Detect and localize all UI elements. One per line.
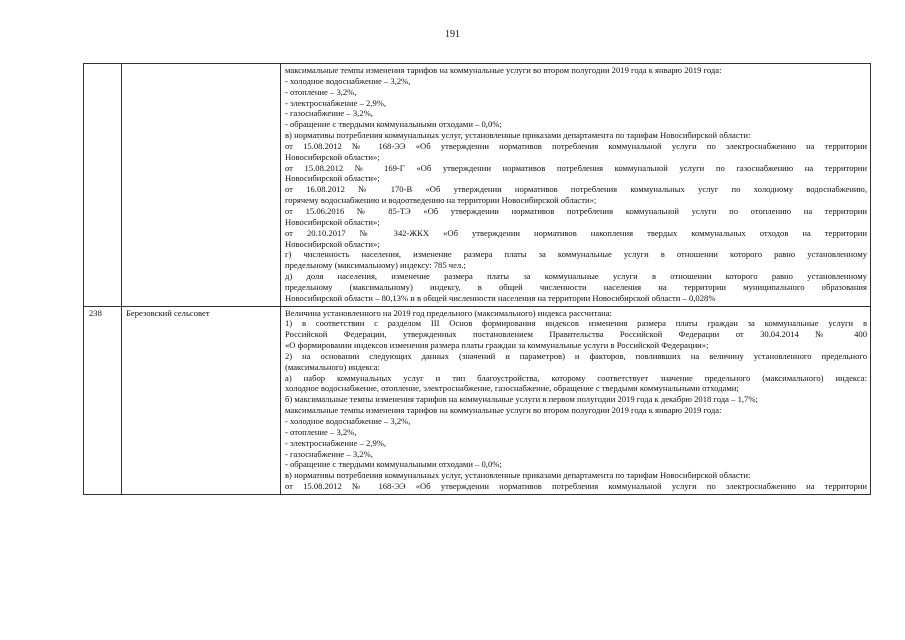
text-line: Новосибирской области»; [285, 151, 380, 162]
text-line: Новосибирской области»; [285, 173, 380, 184]
text-line: - газоснабжение – 3,2%, [285, 108, 373, 119]
text-line: (максимального) индекса: [285, 361, 380, 372]
text-line: Величина установленного на 2019 год предельного (максимального) индекса рассчитана: [285, 307, 612, 318]
document-table-body [84, 64, 871, 495]
text-line: - холодное водоснабжение – 3,2%, [285, 416, 411, 426]
text-line: - электроснабжение – 2,9%, [285, 437, 387, 448]
text-line: Новосибирской области»; [285, 216, 380, 227]
description-cell [281, 64, 871, 307]
text-line: б) максимальные темпы изменения тарифов на коммунальные услуги в первом полугодии 2019 года к декабрю 2018 года – 1,7%; [285, 394, 758, 405]
text-line: от 15.08.2012 № 168-ЭЭ «Об утверждении нормативов потребления коммунальной услуги по электроснабжению на территории [285, 140, 867, 151]
text-line: Новосибирской области – 80,13% и в общей численности населения на территории Новосибирской области – 0,028% [285, 292, 716, 303]
text-line: от 15.08.2012 № 168-ЭЭ «Об утверждении нормативов потребления коммунальной услуги по электроснабжению на территории [285, 481, 867, 492]
row-number-cell [84, 306, 122, 494]
text-line: - газоснабжение – 3,2%, [285, 448, 373, 459]
text-line: от 20.10.2017 № 342-ЖКХ «Об утверждении нормативов накопления твердых коммунальных отходов на территории [285, 227, 867, 238]
municipality-name: Березовский сельсовет [126, 307, 210, 318]
row-number-cell [84, 64, 122, 307]
municipality-name-cell [122, 306, 281, 494]
text-line: - холодное водоснабжение – 3,2%, [285, 75, 411, 86]
table-row [84, 64, 871, 307]
text-line: от 15.06.2016 № 85-ТЭ «Об утверждении нормативов потребления коммунальной услуги по отоплению на территории [285, 205, 867, 216]
text-line: - электроснабжение – 2,9%, [285, 97, 387, 108]
text-line: холодное водоснабжение, отопление, электроснабжение, газоснабжение, обращение с твердыми коммунальными отходами; [285, 383, 739, 394]
description-cell [281, 306, 871, 494]
text-line: от 15.08.2012 № 169-Г «Об утверждении нормативов потребления коммунальной услуги по газоснабжению на территории [285, 162, 867, 173]
text-line: - обращение с твердыми коммунальными отходами – 0,0%; [285, 119, 502, 130]
text-line: от 16.08.2012 № 170-В «Об утверждении нормативов потребления коммунальных услуг по холодному водоснабжению, [285, 184, 867, 195]
text-line: а) набор коммунальных услуг и тип благоустройства, которому соответствует значение предельного (максимального) индекса: [285, 372, 867, 383]
text-line: предельному (максимальному) индексу: 785 чел.; [285, 260, 466, 271]
page-number: 191 [445, 29, 460, 40]
text-line: в) нормативы потребления коммунальных услуг, установленные приказами департамента по тарифам Новосибирской области: [285, 130, 751, 141]
text-line: в) нормативы потребления коммунальных услуг, установленные приказами департамента по тарифам Новосибирской области: [285, 470, 751, 481]
text-line: «О формировании индексов изменения размера платы граждан за коммунальные услуги в Российской Федерации»; [285, 340, 709, 351]
row-number: 238 [89, 307, 102, 318]
text-line: - отопление – 3,2%, [285, 426, 357, 437]
text-line: предельному (максимальному) индексу, в общей численности населения на территории муниципального образования [285, 281, 867, 292]
text-line: Новосибирской области»; [285, 238, 380, 249]
text-line: д) доля населения, изменение размера платы за коммунальные услуги в отношении которого равно установленному [285, 271, 867, 282]
text-line: г) численность населения, изменение размера платы за коммунальные услуги в отношении которого равно установленному [285, 249, 867, 260]
text-line: 2) на основании следующих данных (значений и параметров) и факторов, повлиявших на величину установленного предельного [285, 350, 867, 361]
text-line: - обращение с твердыми коммунальными отходами – 0,0%; [285, 459, 502, 470]
text-line: максимальные темпы изменения тарифов на коммунальные услуги во втором полугодии 2019 года к январю 2019 года: [285, 405, 722, 416]
text-line: горячему водоснабжению и водоотведению на территории Новосибирской области»; [285, 195, 597, 206]
municipality-name-cell [122, 64, 281, 307]
table-row [84, 306, 871, 494]
text-line: максимальные темпы изменения тарифов на коммунальные услуги во втором полугодии 2019 года к январю 2019 года: [285, 65, 722, 75]
text-line: Российской Федерации, утвержденных постановлением Правительства Российской Федерации от 30.04.2014 № 400 [285, 329, 867, 340]
text-line: - отопление – 3,2%, [285, 86, 357, 97]
document-table [83, 63, 871, 495]
text-line: 1) в соответствии с разделом III Основ формирования индексов изменения размера платы граждан за коммунальные услуги в [285, 318, 867, 329]
